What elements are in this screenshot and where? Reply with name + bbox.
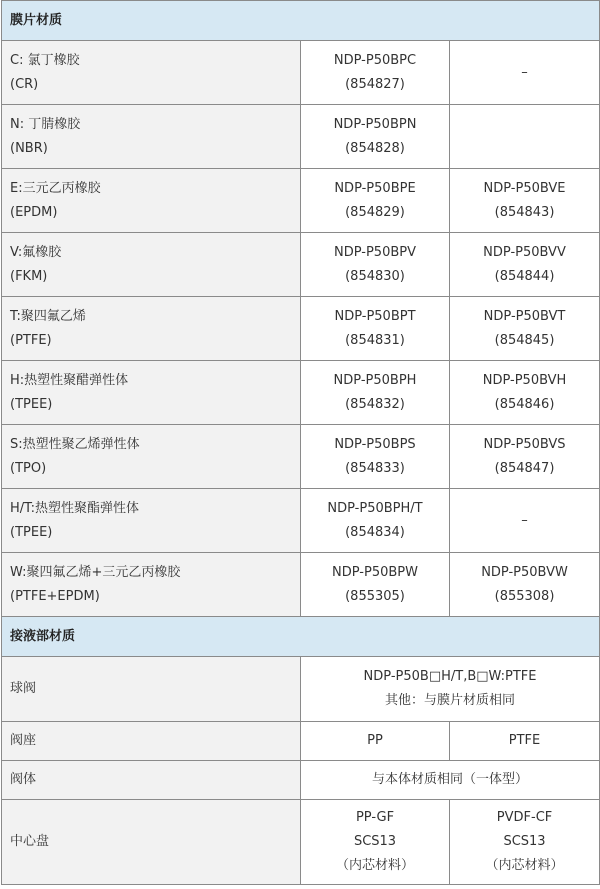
model-v-cell xyxy=(450,233,600,297)
model-p-cell-line: (854833) xyxy=(345,460,405,476)
material-name-cell-line: (CR) xyxy=(10,76,39,92)
model-v-cell-line: NDP-P50BVS xyxy=(483,436,566,452)
material-name-cell-line: H:热塑性聚醋弹性体 xyxy=(10,372,129,388)
model-p-cell xyxy=(301,489,450,553)
material-name-cell-line: W:聚四氟乙烯+三元乙丙橡胶 xyxy=(10,564,181,580)
valve-seat-label: 阀座 xyxy=(2,722,301,761)
valve-seat-col2: PTFE xyxy=(450,722,600,761)
membrane-material-row xyxy=(2,297,600,361)
material-name-cell-line: N: 丁腈橡胶 xyxy=(10,116,81,132)
model-p-cell-line: NDP-P50BPH xyxy=(333,372,417,388)
valve-seat-row xyxy=(2,722,600,761)
center-disc-col1-line: （内芯材料） xyxy=(335,858,414,873)
model-v-cell-line: (854843) xyxy=(494,204,555,220)
model-v-cell xyxy=(450,361,600,425)
model-p-cell-line: (854828) xyxy=(345,140,405,156)
model-p-cell-line: (854830) xyxy=(345,268,405,284)
material-name-cell xyxy=(2,169,301,233)
material-name-cell xyxy=(2,425,301,489)
material-name-cell-line: (NBR) xyxy=(10,140,48,156)
material-name-cell xyxy=(2,41,301,105)
model-v-cell xyxy=(450,425,600,489)
center-disc-col1 xyxy=(301,800,450,885)
model-v-cell xyxy=(450,169,600,233)
model-v-cell-line: NDP-P50BVH xyxy=(482,372,567,388)
material-name-cell-line: T:聚四氟乙烯 xyxy=(10,308,86,324)
valve-seat-col1: PP xyxy=(301,722,450,761)
material-name-cell-line: (EPDM) xyxy=(10,204,58,220)
wetted-section-header-row xyxy=(2,617,600,657)
center-disc-col2-line: PVDF-CF xyxy=(496,810,553,825)
ball-valve-row xyxy=(2,657,600,722)
model-p-cell xyxy=(301,105,450,169)
model-v-cell-line: (854846) xyxy=(494,396,555,412)
wetted-section-title: 接液部材质 xyxy=(2,617,600,657)
model-p-cell-line: (854827) xyxy=(345,76,405,92)
valve-body-label: 阀体 xyxy=(2,761,301,800)
membrane-material-row xyxy=(2,41,600,105)
model-p-cell-line: NDP-P50BPW xyxy=(332,564,418,580)
model-v-cell xyxy=(450,105,600,169)
material-name-cell xyxy=(2,489,301,553)
valve-body-value: 与本体材质相同（一体型） xyxy=(301,761,600,800)
material-name-cell-line: V:氟橡胶 xyxy=(10,244,62,260)
model-v-cell xyxy=(450,553,600,617)
material-spec-table xyxy=(1,0,600,885)
ball-valve-line-2: 其他：与膜片材质相同 xyxy=(385,693,516,708)
model-p-cell-line: (854834) xyxy=(345,524,405,540)
center-disc-col2-line: SCS13 xyxy=(503,834,546,849)
model-p-cell-line: (854831) xyxy=(345,332,405,348)
model-v-cell xyxy=(450,489,600,553)
material-name-cell-line: (TPO) xyxy=(10,460,47,476)
model-v-cell-line: NDP-P50BVW xyxy=(481,564,568,580)
model-v-cell-line: NDP-P50BVV xyxy=(483,244,566,260)
membrane-material-row xyxy=(2,425,600,489)
center-disc-col2-line: （内芯材料） xyxy=(485,858,564,873)
model-p-cell xyxy=(301,233,450,297)
model-p-cell-line: NDP-P50BPH/T xyxy=(327,500,423,516)
material-name-cell xyxy=(2,361,301,425)
model-p-cell-line: (855305) xyxy=(345,588,405,604)
center-disc-label: 中心盘 xyxy=(2,800,301,885)
model-p-cell-line: (854832) xyxy=(345,396,405,412)
membrane-material-row xyxy=(2,553,600,617)
material-name-cell-line: C: 氯丁橡胶 xyxy=(10,52,80,68)
model-v-cell-line: – xyxy=(521,512,528,528)
material-name-cell xyxy=(2,105,301,169)
model-p-cell xyxy=(301,425,450,489)
model-v-cell-line: (855308) xyxy=(494,588,555,604)
model-p-cell xyxy=(301,361,450,425)
model-p-cell-line: NDP-P50BPN xyxy=(333,116,417,132)
material-name-cell xyxy=(2,233,301,297)
model-v-cell-line: (854845) xyxy=(494,332,555,348)
ball-valve-label: 球阀 xyxy=(2,657,301,722)
material-name-cell xyxy=(2,553,301,617)
material-name-cell-line: (TPEE) xyxy=(10,524,53,540)
ball-valve-line-1: NDP-P50B□H/T,B□W:PTFE xyxy=(363,669,537,684)
membrane-section-title: 膜片材质 xyxy=(2,1,600,41)
material-name-cell-line: E:三元乙丙橡胶 xyxy=(10,180,101,196)
model-p-cell-line: NDP-P50BPT xyxy=(334,308,416,324)
model-v-cell-line: (854844) xyxy=(494,268,555,284)
model-v-cell xyxy=(450,41,600,105)
material-name-cell-line: S:热塑性聚乙烯弹性体 xyxy=(10,436,140,452)
material-name-cell-line: (FKM) xyxy=(10,268,48,284)
material-name-cell-line: (PTFE+EPDM) xyxy=(10,588,100,604)
valve-body-row xyxy=(2,761,600,800)
membrane-material-row xyxy=(2,233,600,297)
model-p-cell-line: NDP-P50BPV xyxy=(333,244,416,260)
membrane-material-row xyxy=(2,169,600,233)
center-disc-col1-line: PP-GF xyxy=(355,810,395,825)
model-p-cell xyxy=(301,169,450,233)
material-name-cell-line: (TPEE) xyxy=(10,396,53,412)
model-p-cell xyxy=(301,41,450,105)
center-disc-row xyxy=(2,800,600,885)
model-p-cell xyxy=(301,297,450,361)
model-p-cell-line: (854829) xyxy=(345,204,405,220)
model-v-cell-line: NDP-P50BVT xyxy=(483,308,566,324)
model-p-cell xyxy=(301,553,450,617)
material-name-cell-line: H/T:热塑性聚酯弹性体 xyxy=(10,500,140,516)
model-p-cell-line: NDP-P50BPC xyxy=(333,52,417,68)
material-name-cell xyxy=(2,297,301,361)
model-v-cell-line: (854847) xyxy=(494,460,555,476)
ball-valve-value xyxy=(301,657,600,722)
membrane-material-row xyxy=(2,361,600,425)
material-name-cell-line: (PTFE) xyxy=(10,332,52,348)
membrane-section-header-row xyxy=(2,1,600,41)
membrane-material-row xyxy=(2,105,600,169)
model-p-cell-line: NDP-P50BPE xyxy=(334,180,416,196)
center-disc-col1-line: SCS13 xyxy=(353,834,397,849)
model-v-cell xyxy=(450,297,600,361)
membrane-material-row xyxy=(2,489,600,553)
center-disc-col2 xyxy=(450,800,600,885)
model-v-cell-line: NDP-P50BVE xyxy=(483,180,566,196)
model-v-cell-line: – xyxy=(521,64,528,80)
model-p-cell-line: NDP-P50BPS xyxy=(334,436,416,452)
